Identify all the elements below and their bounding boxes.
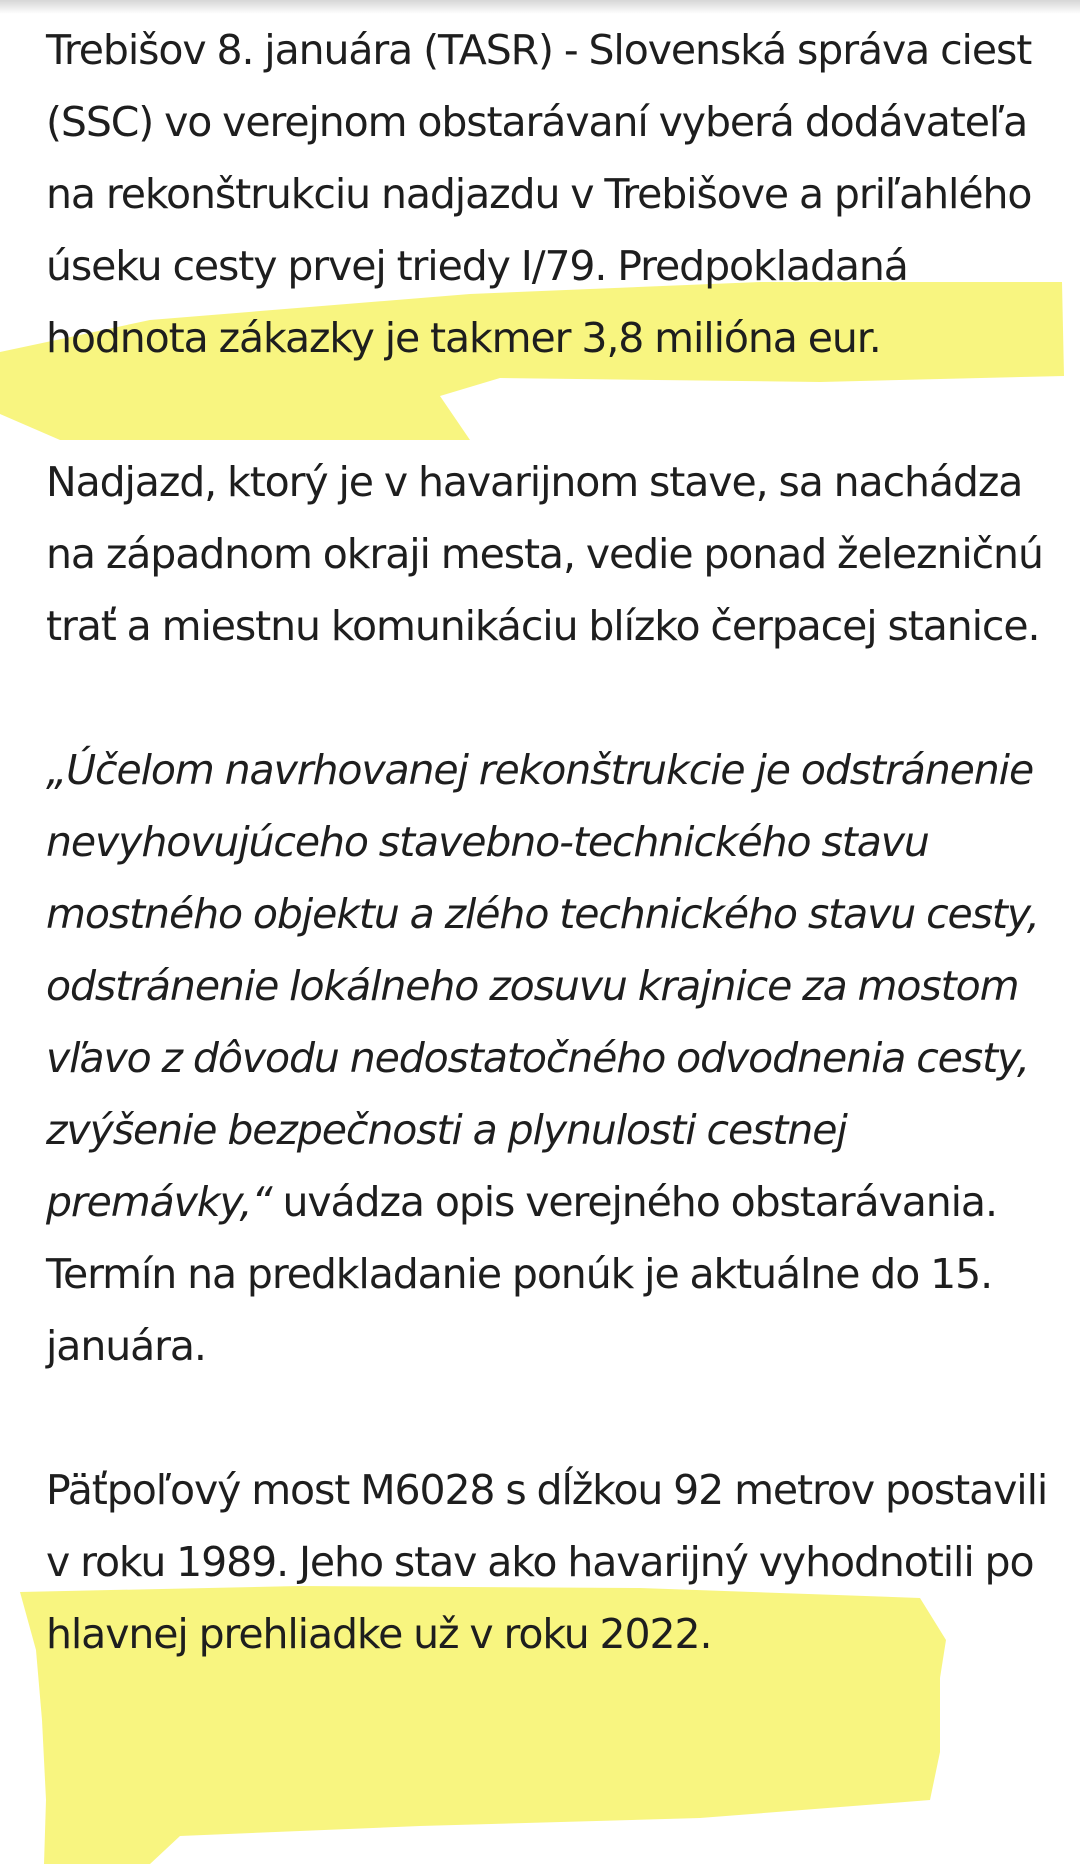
paragraph-intro: Trebišov 8. januára (TASR) - Slovenská správa ciest (SSC) vo verejnom obstarávaní vyberá dodávateľa na rekonštrukciu nadjazdu v Trebišove a priľahlého úseku cesty prvej triedy I/79. Predpokladaná hodnota zákazky je takmer 3,8 milióna eur. bbox=[46, 26, 1032, 362]
quote-attribution: uvádza opis verejného obstarávania. Termín na predkladanie ponúk je aktuálne do 15. januára. bbox=[46, 1178, 997, 1370]
top-edge-shadow bbox=[0, 0, 1080, 14]
quote-text: „Účelom navrhovanej rekonštrukcie je odstránenie nevyhovujúceho stavebno-technického stavu mostného objektu a zlého technického stavu cesty, odstránenie lokálneho zosuvu krajnice za mostom vľavo z dôvodu nedostatočného odvodnenia cesty, zvýšenie bezpečnosti a plynulosti cestnej premávky,“ bbox=[46, 746, 1039, 1226]
paragraph-bridge-history: Päťpoľový most M6028 s dĺžkou 92 metrov postavili v roku 1989. Jeho stav ako havarijný vyhodnotili po hlavnej prehliadke už v roku 2022. bbox=[46, 1466, 1048, 1658]
paragraph-overpass-location: Nadjazd, ktorý je v havarijnom stave, sa nachádza na západnom okraji mesta, vedie ponad železničnú trať a miestnu komunikáciu blízko čerpacej stanice. bbox=[46, 458, 1043, 650]
paragraph-quote bbox=[46, 734, 1056, 1382]
article-body bbox=[46, 14, 1056, 1670]
